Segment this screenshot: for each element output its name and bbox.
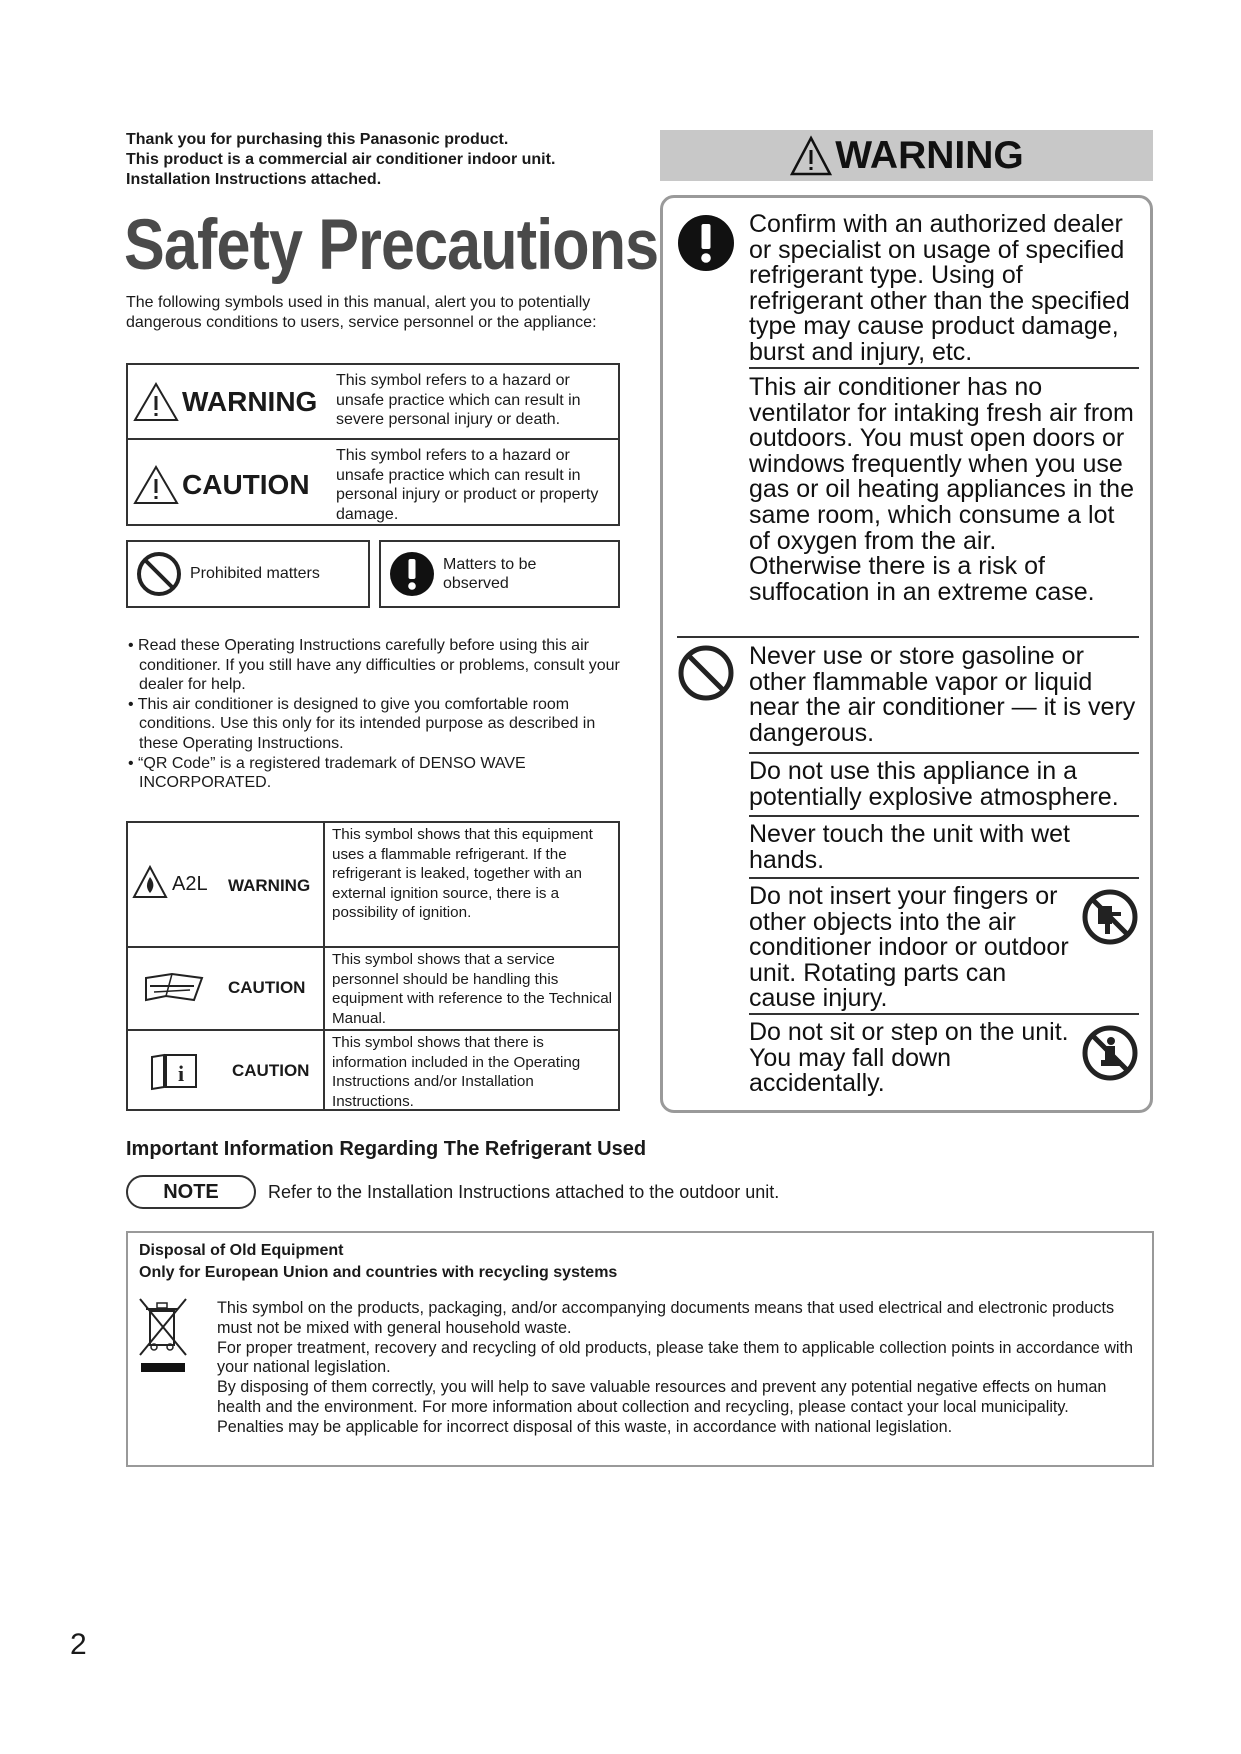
disposal-paragraph: By disposing of them correctly, you will help to save valuable resources and prevent any potential negative effects on human health and the environment. For more information about collection and recycling, please contact your local municipality. — [217, 1378, 1107, 1416]
symbol-table — [126, 363, 620, 526]
svg-text:i: i — [177, 1061, 185, 1086]
info-book-icon — [150, 1053, 200, 1091]
intro-line: Installation Instructions attached. — [126, 171, 382, 188]
operating-notes — [126, 636, 626, 793]
prohibited-icon — [677, 644, 735, 702]
service-manual-icon — [142, 970, 208, 1004]
disposal-paragraph: This symbol on the products, packaging, and/or accompanying documents means that used electrical and electronic products must not be mixed with general household waste. — [217, 1299, 1115, 1337]
disposal-subheading: Only for European Union and countries with recycling systems — [139, 1264, 618, 1281]
a2l-service-text: This symbol shows that a service personnel should be handling this equipment with reference to the Technical Manual. — [332, 951, 613, 1027]
warning-label — [132, 381, 317, 423]
page-number: 2 — [70, 1628, 87, 1661]
ventilation-risk-text: Otherwise there is a risk of suffocation in an extreme case. — [749, 552, 1095, 606]
bullet-item: • Read these Operating Instructions carefully before using this air conditioner. If you still have any difficulties or problems, consult your dealer for help. — [128, 637, 620, 694]
prohibited-label: Prohibited matters — [190, 565, 320, 582]
observed-legend — [379, 540, 620, 608]
a2l-row-warning — [128, 823, 618, 948]
warning-header-text: WARNING — [835, 133, 1024, 177]
a2l-service-label: CAUTION — [228, 978, 306, 997]
warning-triangle-icon — [132, 381, 180, 423]
warning-panel — [660, 195, 1153, 1113]
caution-word: CAUTION — [182, 469, 310, 500]
a2l-code: A2L — [172, 873, 208, 895]
refrigerant-heading: Important Information Regarding The Refrigerant Used — [126, 1138, 647, 1160]
exclamation-icon — [389, 551, 435, 597]
ventilation-text: This air conditioner has no ventilator for intaking fresh air from outdoors. You must open doors or windows frequently when you use gas or oil heating appliances in the same room, which consume a lot of oxygen from the air. — [749, 373, 1134, 555]
a2l-warning-text: This symbol shows that this equipment uses a flammable refrigerant. If the refrigerant is leaked, together with an external ignition source, there is a possibility of ignition. — [332, 826, 593, 922]
disposal-section — [126, 1231, 1154, 1467]
warning-header — [660, 130, 1153, 181]
mandatory-exclamation-icon — [677, 214, 735, 272]
warning-item-ventilation — [749, 375, 1139, 605]
a2l-info-text: This symbol shows that there is information included in the Operating Instructions and/or Installation Instructions. — [332, 1034, 581, 1110]
separator — [677, 636, 1139, 638]
separator — [749, 815, 1139, 817]
weee-bin-icon — [138, 1297, 192, 1377]
symbol-row-caution — [128, 440, 618, 524]
warning-item-explosive: Do not use this appliance in a potentially explosive atmosphere. — [749, 757, 1119, 811]
a2l-info-label: CAUTION — [232, 1061, 310, 1080]
separator — [749, 877, 1139, 879]
disposal-paragraph: For proper treatment, recovery and recycling of old products, please take them to applicable collection points in accordance with your national legislation. — [217, 1338, 1133, 1377]
intro-text — [126, 130, 646, 190]
intro-line: Thank you for purchasing this Panasonic product. — [126, 131, 509, 148]
warning-word: WARNING — [182, 386, 318, 417]
no-fingers-icon — [1081, 888, 1139, 946]
a2l-warning-label: WARNING — [228, 876, 311, 895]
prohibited-icon — [136, 551, 182, 597]
caution-triangle-icon — [132, 464, 180, 506]
warning-item-gasoline: Never use or store gasoline or other flammable vapor or liquid near the air conditioner — it is very dangerous. — [749, 642, 1136, 747]
warning-item-sit-step: Do not sit or step on the unit. You may fall down accidentally. — [749, 1018, 1069, 1098]
disposal-paragraph: Penalties may be applicable for incorrect disposal of this waste, in accordance with national legislation. — [217, 1417, 953, 1436]
bullet-item: • This air conditioner is designed to give you comfortable room conditions. Use this only for its intended purpose as described in these Operating Instructions. — [128, 695, 596, 752]
a2l-row-service — [128, 948, 618, 1031]
separator — [749, 367, 1139, 369]
warning-item-refrigerant: Confirm with an authorized dealer or specialist on usage of specified refrigerant type. Using of refrigerant other than the specified type may cause product damage, burst and injury, etc. — [749, 210, 1130, 366]
observed-label: Matters to be observed — [443, 556, 537, 592]
caution-description: This symbol refers to a hazard or unsafe practice which can result in personal injury or product or property damage. — [336, 447, 599, 523]
note-badge: NOTE — [126, 1175, 256, 1209]
separator — [749, 752, 1139, 754]
caution-label — [132, 464, 310, 506]
flammable-warning-icon — [132, 865, 168, 899]
warning-description: This symbol refers to a hazard or unsafe practice which can result in severe personal injury or death. — [336, 372, 581, 428]
warning-item-wet-hands: Never touch the unit with wet hands. — [749, 820, 1070, 874]
page-title: Safety Precautions — [124, 206, 659, 285]
warning-triangle-icon — [789, 135, 833, 177]
symbol-row-warning — [128, 365, 618, 440]
disposal-heading: Disposal of Old Equipment — [139, 1242, 344, 1259]
a2l-row-info — [128, 1031, 618, 1109]
prohibited-legend — [126, 540, 370, 608]
a2l-symbol-table — [126, 821, 620, 1111]
note-text: Refer to the Installation Instructions attached to the outdoor unit. — [268, 1182, 780, 1202]
lead-text: The following symbols used in this manual, alert you to potentially dangerous conditions to users, service personnel or the appliance: — [126, 294, 597, 331]
no-sitting-icon — [1081, 1024, 1139, 1082]
intro-line: This product is a commercial air conditioner indoor unit. — [126, 151, 556, 168]
separator — [749, 1013, 1139, 1015]
disposal-body — [217, 1299, 1147, 1438]
bullet-item: • “QR Code” is a registered trademark of DENSO WAVE INCORPORATED. — [128, 754, 526, 792]
warning-item-fingers: Do not insert your fingers or other objects into the air conditioner indoor or outdoor unit. Rotating parts can cause injury. — [749, 882, 1069, 1013]
